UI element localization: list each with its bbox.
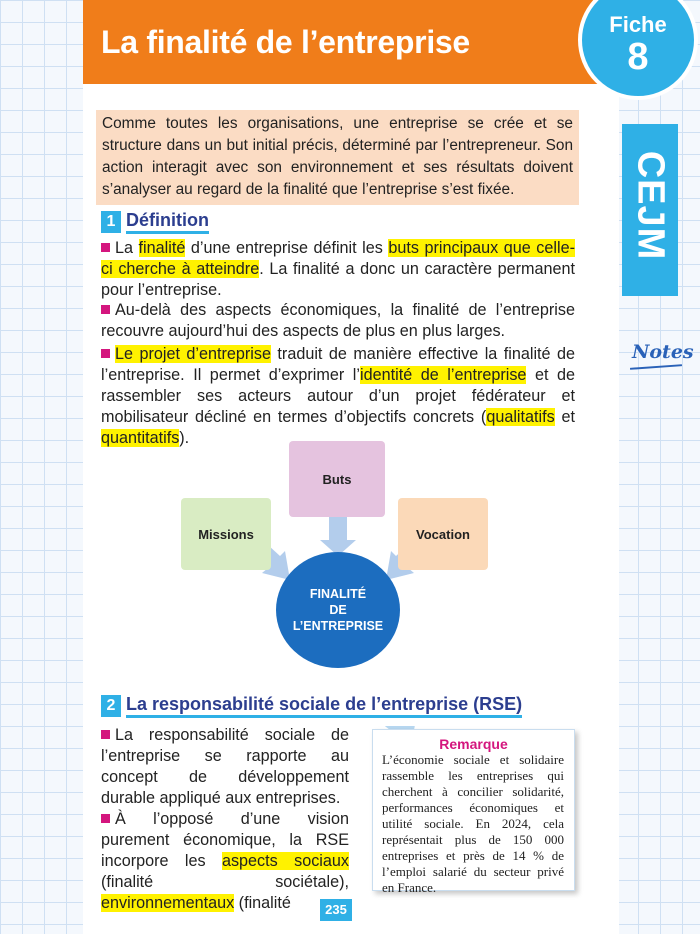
section-2-number: 2 — [101, 695, 121, 717]
highlight-identite: identité de l’entreprise — [360, 366, 527, 384]
remarque-box — [372, 729, 575, 895]
highlight-quantitatifs: quantitatifs — [101, 429, 180, 447]
bullet-square-icon — [101, 730, 110, 739]
highlight-qualitatifs: qualitatifs — [486, 408, 555, 426]
bullet-square-icon — [101, 814, 110, 823]
center-line-2: DE — [329, 603, 347, 617]
intro-paragraph: Comme toutes les organisations, une entreprise se crée et se structure dans un but initial précis, déterminé par l’entrepreneur. Son action interagit avec son environnement et ses résultats doivent s’analyser au regard de la finalité que l’entreprise s’est fixée. — [96, 110, 579, 205]
diagram-box-missions: Missions — [181, 498, 271, 570]
diagram-box-vocation: Vocation — [398, 498, 488, 570]
highlight-projet-entreprise: Le projet d’entreprise — [115, 345, 271, 363]
page-title: La finalité de l’entreprise — [101, 24, 470, 60]
page-number: 235 — [320, 899, 352, 921]
center-line-3: L’ENTREPRISE — [292, 619, 384, 633]
section-1-number: 1 — [101, 211, 121, 233]
definition-paragraph-1: La finalité d’une entreprise définit les buts principaux que celle-ci cherche à atteindre. La finalité a donc un caractère permanent pour l’entreprise. — [101, 239, 575, 299]
highlight-aspects-sociaux: aspects sociaux — [221, 852, 349, 870]
fiche-label: Fiche — [609, 12, 667, 37]
highlight-finalite: finalité — [138, 239, 186, 257]
definition-paragraph-3: Le projet d’entreprise traduit de manière effective la finalité de l’entreprise. Il permet d’exprimer l’identité de l’entreprise et de rassembler ses acteurs autour d’un projet fédérateur et mobilisateur décliné en termes d’objectifs concrets (qualitatifs et quantitatifs). — [101, 345, 576, 447]
center-line-1: FINALITÉ — [309, 587, 367, 601]
diagram-center-circle — [276, 552, 400, 668]
cejm-label: CEJM — [629, 150, 672, 261]
definition-paragraph-2: Au-delà des aspects économiques, la finalité de l’entreprise recouvre aujourd’hui des aspects de plus en plus larges. — [101, 301, 575, 340]
highlight-environnementaux: environnementaux — [101, 894, 235, 912]
section-1-title: Définition — [126, 210, 209, 234]
fiche-number: 8 — [627, 36, 649, 78]
rse-paragraph-2: À l’opposé d’une vision purement économique, la RSE incorpore les aspects sociaux (finalité sociétale), environnementaux (finalité — [101, 810, 349, 912]
rse-paragraph-1: La responsabilité sociale de l’entreprise se rapporte au concept de développement durable appliqué aux entreprises. — [101, 726, 349, 807]
remarque-text: L’économie sociale et solidaire rassemble les entreprises qui cherchent à concilier solidarité, performances économiques et utilité sociale. En 2024, cela représentait plus de 150 000 entreprises et près de 14 % de l’emploi salarié du secteur privé en France. — [382, 752, 564, 895]
section-2-heading — [101, 694, 522, 718]
diagram-box-buts: Buts — [289, 441, 385, 517]
remarque-title: Remarque — [439, 736, 508, 752]
arrow-down-icon — [320, 516, 356, 556]
notes-label: Notes — [632, 341, 694, 363]
section-2-title: La responsabilité sociale de l’entreprise (RSE) — [126, 694, 522, 718]
highlight-buts-principaux: buts principaux que celle-ci cherche à atteindre — [101, 239, 575, 278]
